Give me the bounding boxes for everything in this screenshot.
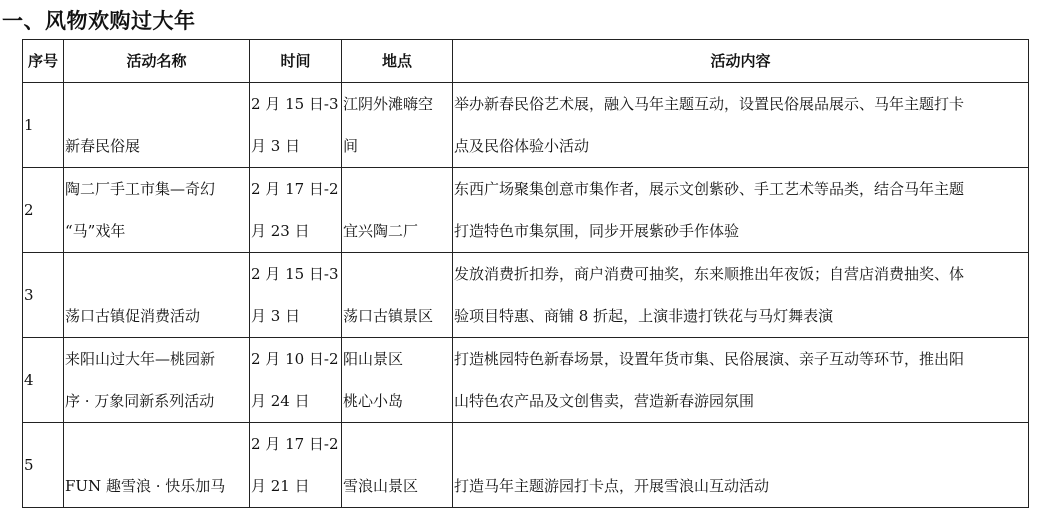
header-activity-name: 活动名称 (64, 40, 250, 83)
text-line: 桃心小岛 (343, 392, 404, 410)
cell-content (453, 168, 1029, 253)
cell-place (342, 253, 453, 338)
text-line: 来阳山过大年—桃园新 (65, 350, 216, 368)
text-line (454, 423, 1028, 465)
text-line: 点及民俗体验小活动 (454, 137, 590, 155)
text-line: 荡口古镇促消费活动 (65, 307, 201, 325)
text-line: 宜兴陶二厂 (343, 222, 419, 240)
cell-content (453, 423, 1029, 508)
text-line: 山特色农产品及文创售卖，营造新春游园氛围 (454, 392, 755, 410)
text-line: 2 月 10 日-2 (251, 350, 339, 368)
text-line: 发放消费折扣券，商户消费可抽奖，东来顺推出年夜饭；自营店消费抽奖、体 (454, 265, 965, 283)
header-seq: 序号 (23, 40, 64, 83)
seq-text: 1 (24, 116, 34, 134)
text-line (65, 253, 249, 295)
table-row (23, 83, 1029, 168)
cell-seq (23, 253, 64, 338)
text-line: 月 21 日 (251, 477, 310, 495)
table-header-row (23, 40, 1029, 83)
header-time: 时间 (250, 40, 342, 83)
table-row (23, 338, 1029, 423)
text-line: 验项目特惠、商铺 8 折起，上演非遗打铁花与马灯舞表演 (454, 307, 834, 325)
text-line: 陶二厂手工市集—奇幻 (65, 180, 216, 198)
cell-time (250, 253, 342, 338)
header-content: 活动内容 (453, 40, 1029, 83)
cell-place (342, 423, 453, 508)
text-line (65, 423, 249, 465)
table-row (23, 253, 1029, 338)
cell-time (250, 338, 342, 423)
text-line: “马”戏年 (65, 222, 126, 240)
cell-time (250, 423, 342, 508)
cell-seq (23, 83, 64, 168)
text-line: 序 · 万象同新系列活动 (65, 392, 215, 410)
cell-content (453, 338, 1029, 423)
text-line: 打造特色市集氛围，同步开展紫砂手作体验 (454, 222, 740, 240)
text-line: 举办新春民俗艺术展，融入马年主题互动，设置民俗展品展示、马年主题打卡 (454, 95, 965, 113)
text-line: 月 3 日 (251, 307, 301, 325)
text-line: FUN 趣雪浪 · 快乐加马 (65, 477, 226, 495)
cell-content (453, 253, 1029, 338)
text-line: 间 (343, 137, 359, 155)
text-line: 打造马年主题游园打卡点，开展雪浪山互动活动 (454, 477, 770, 495)
text-line: 新春民俗展 (65, 137, 141, 155)
cell-content (453, 83, 1029, 168)
seq-text: 5 (24, 456, 34, 474)
text-line (65, 83, 249, 125)
events-table (22, 39, 1029, 508)
cell-place (342, 83, 453, 168)
table-row (23, 423, 1029, 508)
cell-activity-name (64, 253, 250, 338)
text-line: 打造桃园特色新春场景，设置年货市集、民俗展演、亲子互动等环节，推出阳 (454, 350, 965, 368)
cell-seq (23, 338, 64, 423)
cell-seq (23, 168, 64, 253)
cell-seq (23, 423, 64, 508)
table-row (23, 168, 1029, 253)
text-line (343, 423, 452, 465)
cell-activity-name (64, 338, 250, 423)
cell-place (342, 168, 453, 253)
seq-text: 3 (24, 286, 34, 304)
text-line: 2 月 15 日-3 (251, 95, 339, 113)
cell-time (250, 83, 342, 168)
cell-activity-name (64, 168, 250, 253)
seq-text: 2 (24, 201, 34, 219)
text-line: 2 月 17 日-2 (251, 180, 339, 198)
cell-activity-name (64, 423, 250, 508)
header-place: 地点 (342, 40, 453, 83)
text-line: 月 23 日 (251, 222, 310, 240)
text-line: 荡口古镇景区 (343, 307, 434, 325)
text-line: 2 月 17 日-2 (251, 435, 339, 453)
text-line: 月 24 日 (251, 392, 310, 410)
text-line: 江阴外滩嗨空 (343, 95, 434, 113)
text-line (343, 168, 452, 210)
text-line: 阳山景区 (343, 350, 404, 368)
text-line: 东西广场聚集创意市集作者，展示文创紫砂、手工艺术等品类，结合马年主题 (454, 180, 965, 198)
cell-activity-name (64, 83, 250, 168)
text-line (343, 253, 452, 295)
text-line: 月 3 日 (251, 137, 301, 155)
text-line: 2 月 15 日-3 (251, 265, 339, 283)
cell-time (250, 168, 342, 253)
seq-text: 4 (24, 371, 34, 389)
cell-place (342, 338, 453, 423)
section-heading: 一、风物欢购过大年 (2, 9, 196, 33)
text-line: 雪浪山景区 (343, 477, 419, 495)
